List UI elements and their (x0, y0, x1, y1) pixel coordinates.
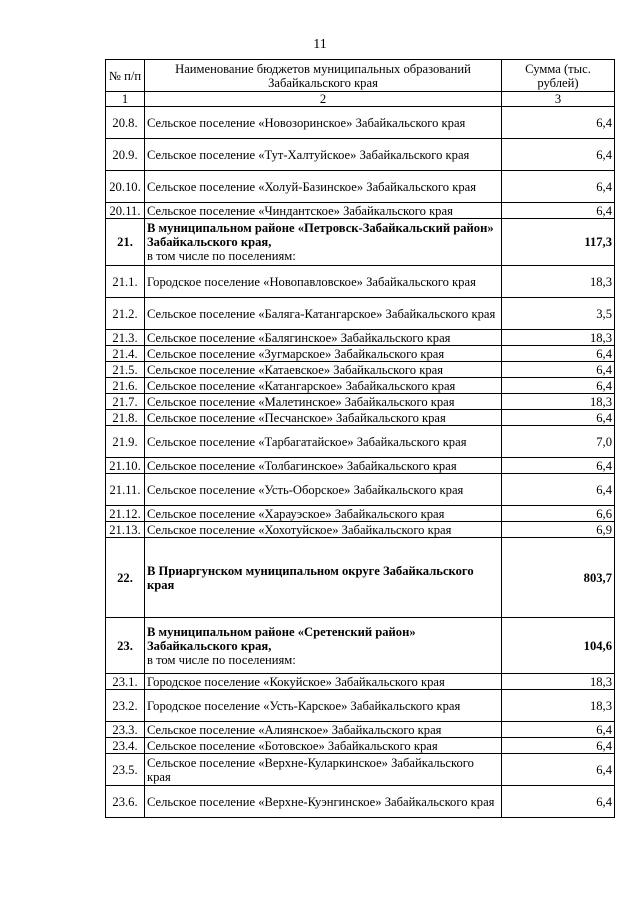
row-number: 21.10. (106, 458, 145, 474)
row-name: Сельское поселение «Холуй-Базинское» Забайкальского края (145, 171, 502, 203)
row-number: 20.8. (106, 107, 145, 139)
row-number: 21.9. (106, 426, 145, 458)
row-name: Городское поселение «Усть-Карское» Забайкальского края (145, 690, 502, 722)
row-number: 21.7. (106, 394, 145, 410)
row-name: Сельское поселение «Верхне-Куларкинское» Забайкальского края (145, 754, 502, 786)
row-name: Сельское поселение «Алиянское» Забайкальского края (145, 722, 502, 738)
row-sum: 6,4 (502, 738, 615, 754)
row-number: 20.9. (106, 139, 145, 171)
row-number: 21.13. (106, 522, 145, 538)
table-row (106, 171, 615, 203)
table-row (106, 754, 615, 786)
table-row (106, 474, 615, 506)
row-sum: 6,4 (502, 171, 615, 203)
table-row (106, 298, 615, 330)
column-index: 3 (502, 92, 615, 107)
row-sum: 6,9 (502, 522, 615, 538)
row-number: 21.3. (106, 330, 145, 346)
row-name (145, 219, 502, 266)
row-number: 23.4. (106, 738, 145, 754)
row-sum: 117,3 (502, 219, 615, 266)
row-number: 21.5. (106, 362, 145, 378)
row-number: 21.8. (106, 410, 145, 426)
row-name: Сельское поселение «Хохотуйское» Забайкальского края (145, 522, 502, 538)
row-sum: 18,3 (502, 690, 615, 722)
table-row (106, 362, 615, 378)
row-name: Сельское поселение «Толбагинское» Забайкальского края (145, 458, 502, 474)
row-sum: 6,4 (502, 474, 615, 506)
row-name: Сельское поселение «Малетинское» Забайкальского края (145, 394, 502, 410)
row-name: Сельское поселение «Баляга-Катангарское» Забайкальского края (145, 298, 502, 330)
table-row (106, 690, 615, 722)
row-name: Сельское поселение «Катаевское» Забайкальского края (145, 362, 502, 378)
row-name: Городское поселение «Новопавловское» Забайкальского края (145, 266, 502, 298)
table-row (106, 458, 615, 474)
page-number: 11 (313, 37, 327, 52)
row-name: Сельское поселение «Усть-Оборское» Забайкальского края (145, 474, 502, 506)
row-name: Сельское поселение «Харауэское» Забайкальского края (145, 506, 502, 522)
table-header-row (106, 60, 615, 92)
row-name-text: В муниципальном районе «Сретенский район» Забайкальского края, (147, 624, 416, 653)
row-sum: 6,6 (502, 506, 615, 522)
table-row (106, 394, 615, 410)
table-row (106, 426, 615, 458)
row-number: 23.3. (106, 722, 145, 738)
row-sum: 6,4 (502, 722, 615, 738)
header-num: № п/п (106, 60, 145, 92)
row-note: в том числе по поселениям: (147, 249, 296, 263)
table-row (106, 738, 615, 754)
row-number: 20.11. (106, 203, 145, 219)
row-sum: 7,0 (502, 426, 615, 458)
row-name: Сельское поселение «Зугмарское» Забайкальского края (145, 346, 502, 362)
row-sum: 6,4 (502, 410, 615, 426)
header-sum: Сумма (тыс. рублей) (502, 60, 615, 92)
table-row (106, 346, 615, 362)
row-name-text: В муниципальном районе «Петровск-Забайкальский район» Забайкальского края, (147, 221, 494, 249)
table-row (106, 107, 615, 139)
row-sum: 6,4 (502, 346, 615, 362)
row-number: 21.2. (106, 298, 145, 330)
row-name: Сельское поселение «Тарбагатайское» Забайкальского края (145, 426, 502, 458)
row-sum: 6,4 (502, 203, 615, 219)
column-index: 2 (145, 92, 502, 107)
row-sum: 18,3 (502, 330, 615, 346)
row-number: 21.6. (106, 378, 145, 394)
table-row (106, 674, 615, 690)
row-number: 21. (106, 219, 145, 266)
row-name: Сельское поселение «Ботовское» Забайкальского края (145, 738, 502, 754)
row-sum: 6,4 (502, 107, 615, 139)
column-index-row (106, 92, 615, 107)
row-number: 22. (106, 538, 145, 618)
row-number: 23.2. (106, 690, 145, 722)
row-number: 21.1. (106, 266, 145, 298)
row-number: 23.6. (106, 786, 145, 818)
row-name: Сельское поселение «Новозоринское» Забайкальского края (145, 107, 502, 139)
row-sum: 3,5 (502, 298, 615, 330)
table-row (106, 410, 615, 426)
table-row (106, 722, 615, 738)
row-sum: 18,3 (502, 394, 615, 410)
row-number: 23. (106, 618, 145, 674)
row-name (145, 618, 502, 674)
table-row-total (106, 219, 615, 266)
row-sum: 104,6 (502, 618, 615, 674)
row-sum: 6,4 (502, 786, 615, 818)
table-row (106, 266, 615, 298)
row-sum: 18,3 (502, 674, 615, 690)
row-name: Сельское поселение «Песчанское» Забайкальского края (145, 410, 502, 426)
table-row-total (106, 538, 615, 618)
row-number: 20.10. (106, 171, 145, 203)
row-name: Сельское поселение «Балягинское» Забайкальского края (145, 330, 502, 346)
table-row (106, 506, 615, 522)
row-name: Сельское поселение «Катангарское» Забайкальского края (145, 378, 502, 394)
row-sum: 6,4 (502, 362, 615, 378)
table-row (106, 330, 615, 346)
row-number: 23.1. (106, 674, 145, 690)
row-number: 21.12. (106, 506, 145, 522)
row-number: 23.5. (106, 754, 145, 786)
header-name: Наименование бюджетов муниципальных образований Забайкальского края (145, 60, 502, 92)
row-number: 21.11. (106, 474, 145, 506)
table-row (106, 786, 615, 818)
row-sum: 18,3 (502, 266, 615, 298)
table-row-total (106, 618, 615, 674)
table-row (106, 378, 615, 394)
row-sum: 6,4 (502, 139, 615, 171)
row-name: Сельское поселение «Тут-Халтуйское» Забайкальского края (145, 139, 502, 171)
row-name: Городское поселение «Кокуйское» Забайкальского края (145, 674, 502, 690)
table-row (106, 139, 615, 171)
row-name: В Приаргунском муниципальном округе Забайкальского края (145, 538, 502, 618)
row-sum: 6,4 (502, 458, 615, 474)
row-sum: 6,4 (502, 754, 615, 786)
budget-table (105, 59, 615, 818)
column-index: 1 (106, 92, 145, 107)
row-note: в том числе по поселениям: (147, 652, 296, 667)
row-sum: 6,4 (502, 378, 615, 394)
row-name: Сельское поселение «Чиндантское» Забайкальского края (145, 203, 502, 219)
row-sum: 803,7 (502, 538, 615, 618)
table-row (106, 203, 615, 219)
row-name: Сельское поселение «Верхне-Куэнгинское» Забайкальского края (145, 786, 502, 818)
row-number: 21.4. (106, 346, 145, 362)
table-row (106, 522, 615, 538)
